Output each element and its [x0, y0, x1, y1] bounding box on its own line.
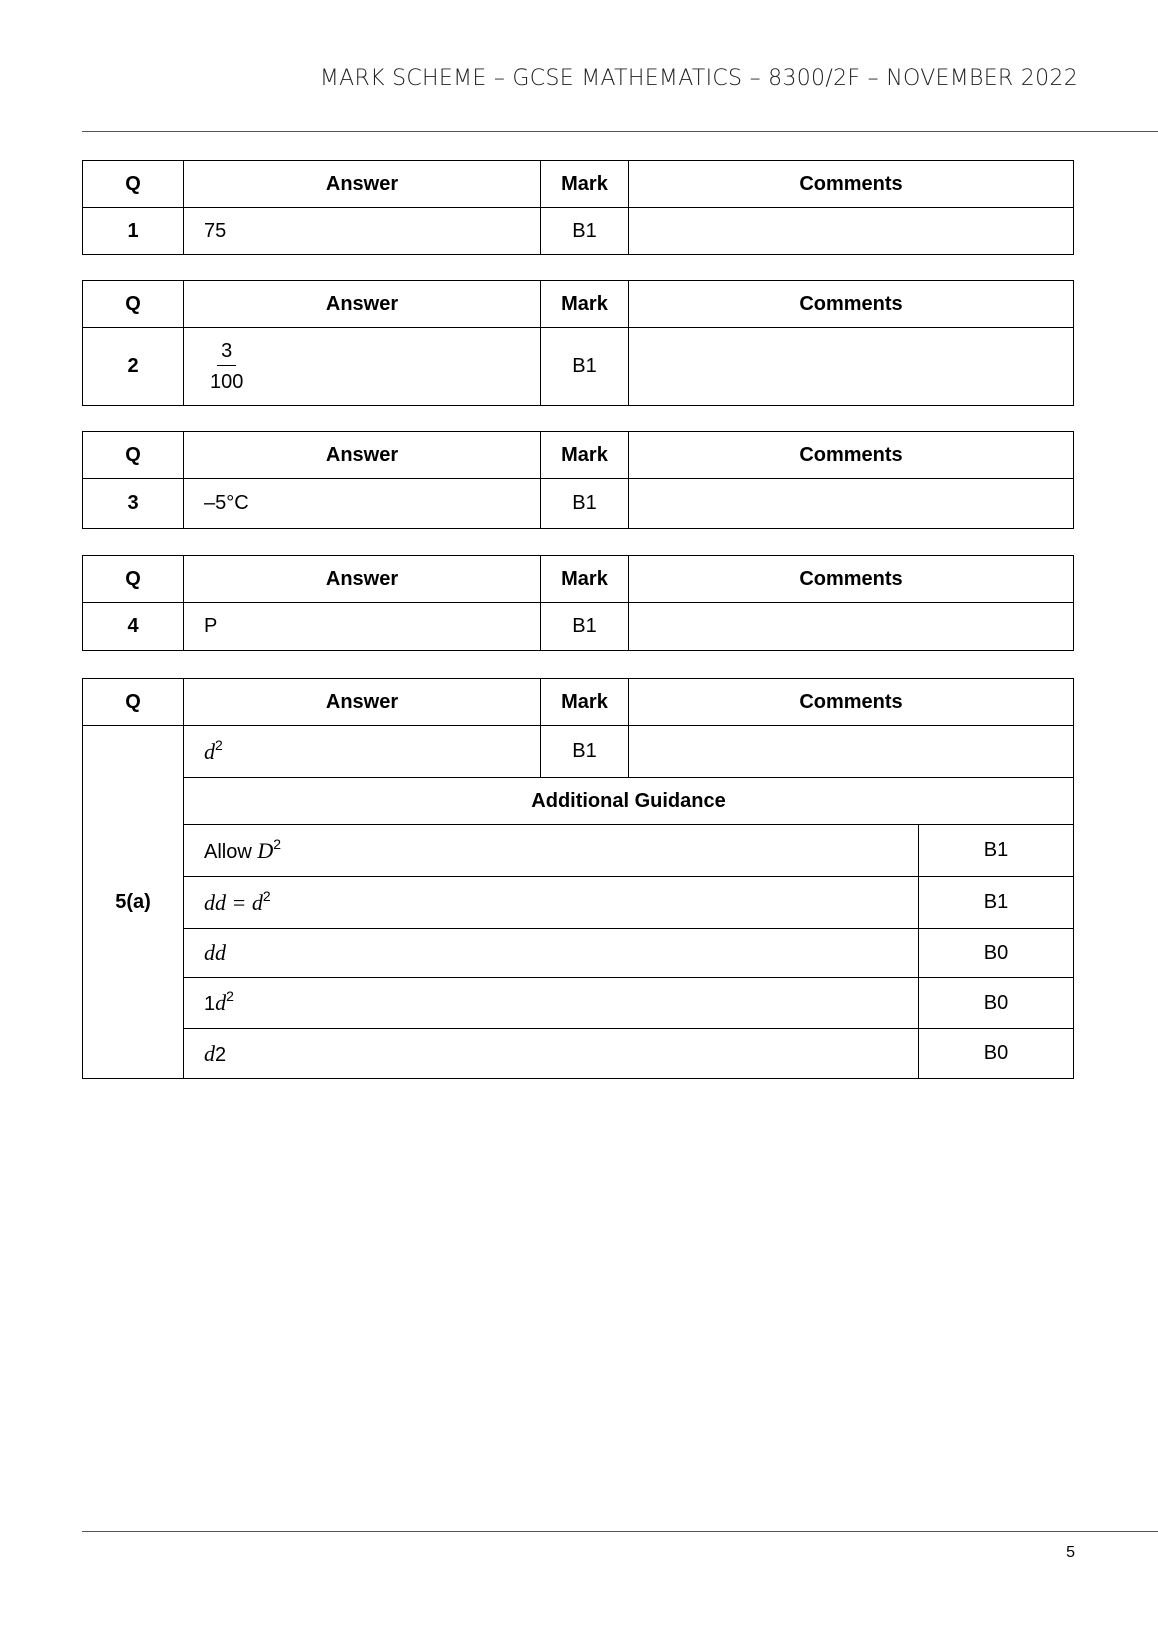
comments-cell: [629, 603, 1074, 651]
col-mark-header: Mark: [541, 432, 629, 479]
mark-cell: B1: [541, 479, 629, 529]
col-answer-header: Answer: [184, 432, 541, 479]
guidance-row: dd = $d^2$: [184, 877, 919, 929]
col-answer-header: Answer: [184, 161, 541, 208]
comments-cell: [629, 328, 1074, 406]
question-number: 2: [83, 328, 184, 406]
col-q-header: Q: [83, 281, 184, 328]
guidance-mark: B1: [919, 825, 1074, 877]
answer-cell: [184, 328, 541, 406]
col-comments-header: Comments: [629, 679, 1074, 726]
guidance-row: d2: [184, 1029, 919, 1079]
col-mark-header: Mark: [541, 556, 629, 603]
col-q-header: Q: [83, 679, 184, 726]
guidance-row: $1d^2$: [184, 978, 919, 1029]
question-number: 4: [83, 603, 184, 651]
guidance-row: dd: [184, 929, 919, 978]
col-mark-header: Mark: [541, 679, 629, 726]
page-number: 5: [1066, 1544, 1075, 1561]
question-2-table: [82, 280, 1074, 406]
guidance-mark: B1: [919, 877, 1074, 929]
answer-cell: $d^2$: [184, 726, 541, 778]
col-answer-header: Answer: [184, 281, 541, 328]
fraction-numerator: 3: [217, 339, 236, 366]
col-comments-header: Comments: [629, 161, 1074, 208]
answer-cell: 75: [184, 208, 541, 255]
guidance-mark: B0: [919, 929, 1074, 978]
header-rule: [82, 131, 1158, 132]
guidance-mark: B0: [919, 978, 1074, 1029]
col-q-header: Q: [83, 432, 184, 479]
col-comments-header: Comments: [629, 556, 1074, 603]
col-comments-header: Comments: [629, 432, 1074, 479]
answer-cell: –5°C: [184, 479, 541, 529]
comments-cell: [629, 208, 1074, 255]
comments-cell: [629, 479, 1074, 529]
col-answer-header: Answer: [184, 679, 541, 726]
question-3-table: [82, 431, 1074, 529]
mark-cell: B1: [541, 726, 629, 778]
col-q-header: Q: [83, 556, 184, 603]
page-header: MARK SCHEME – GCSE MATHEMATICS – 8300/2F – NOVEMBER 2022: [319, 66, 1078, 91]
comments-cell: [629, 726, 1074, 778]
mark-cell: B1: [541, 603, 629, 651]
question-1-table: [82, 160, 1074, 255]
answer-cell: P: [184, 603, 541, 651]
question-5a-table: [82, 678, 1074, 1079]
additional-guidance-heading: Additional Guidance: [184, 778, 1074, 825]
question-number: 3: [83, 479, 184, 529]
question-number: 5(a): [83, 726, 184, 1079]
fraction: [210, 339, 243, 394]
question-number: 1: [83, 208, 184, 255]
col-answer-header: Answer: [184, 556, 541, 603]
fraction-denominator: 100: [210, 371, 244, 393]
question-4-table: [82, 555, 1074, 651]
col-mark-header: Mark: [541, 161, 629, 208]
mark-cell: B1: [541, 208, 629, 255]
guidance-mark: B0: [919, 1029, 1074, 1079]
footer-rule: [82, 1531, 1158, 1532]
mark-cell: B1: [541, 328, 629, 406]
col-comments-header: Comments: [629, 281, 1074, 328]
col-q-header: Q: [83, 161, 184, 208]
col-mark-header: Mark: [541, 281, 629, 328]
guidance-row: Allow $D^2$: [184, 825, 919, 877]
